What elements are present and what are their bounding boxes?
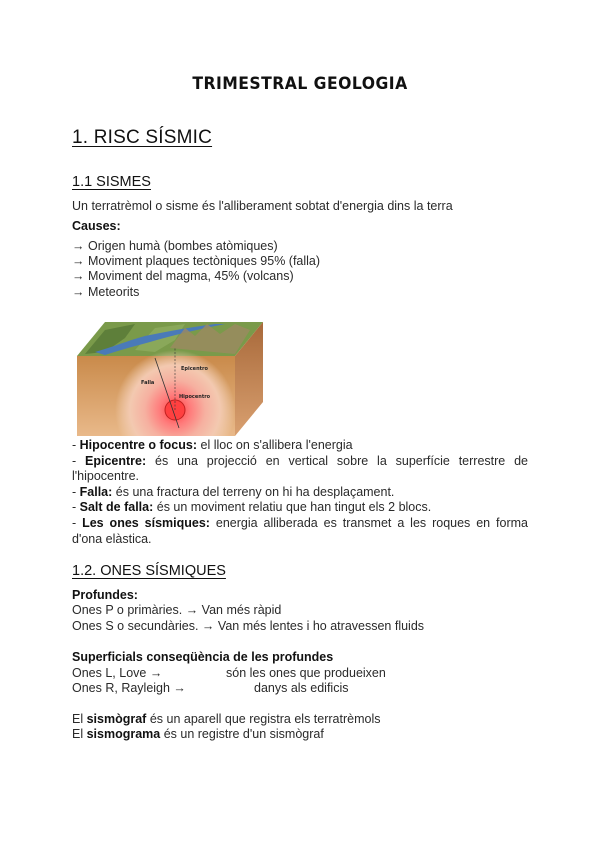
profundes-label: Profundes: — [72, 588, 138, 602]
definition-falla: - Falla: és una fractura del terreny on hi ha desplaçament. — [72, 484, 395, 499]
causes-label: Causes: — [72, 219, 121, 233]
definitions-block — [72, 438, 528, 547]
cause-item: → Meteorits — [72, 285, 140, 299]
definition-epicentre: - Epicentre: és una projecció en vertical sobre la superfície terrestre de l'hipocentre. — [72, 453, 528, 484]
profundes-item: Ones S o secundàries. → Van més lentes i ho atravessen fluids — [72, 619, 425, 633]
document-title: TRIMESTRAL GEOLOGIA — [192, 74, 408, 94]
definition-hipocentre: - Hipocentre o focus: el lloc on s'allibera l'energia — [72, 438, 353, 452]
superficials-item-right: són les ones que produeixen — [226, 666, 386, 680]
sismograf-sentence: El sismògraf és un aparell que registra els terratrèmols — [72, 712, 381, 726]
sismograma-sentence: El sismograma és un registre d'un sismògraf — [72, 727, 324, 741]
profundes-item: Ones P o primàries. → Van més ràpid — [72, 603, 282, 617]
earthquake-diagram — [75, 318, 265, 436]
cause-item: → Origen humà (bombes atòmiques) — [72, 239, 278, 253]
superficials-item-left: Ones R, Rayleigh → — [72, 681, 186, 695]
superficials-item-left: Ones L, Love → — [72, 666, 163, 680]
definition-salt-de-falla: - Salt de falla: és un moviment relatiu que han tingut els 2 blocs. — [72, 500, 432, 515]
epicentre-label: Epicentro — [181, 366, 208, 372]
superficials-label: Superficials conseqüència de les profundes — [72, 650, 334, 664]
definition-ones-sismiques: - Les ones sísmiques: energia alliberada es transmet a les roques en forma d'ona elàstica. — [72, 515, 529, 546]
cause-item: → Moviment plaques tectòniques 95% (falla) — [72, 254, 321, 268]
fault-label: Falla — [141, 380, 155, 386]
superficials-item-right: danys als edificis — [254, 681, 349, 695]
hipocentre-label: Hipocentro — [179, 394, 211, 400]
section-heading-risc-sismic: 1. RISC SÍSMIC — [72, 127, 213, 148]
intro-text: Un terratrèmol o sisme és l'alliberament sobtat d'energia dins la terra — [72, 199, 453, 213]
subsection-heading-sismes: 1.1 SISMES — [72, 174, 151, 190]
cause-item: → Moviment del magma, 45% (volcans) — [72, 269, 294, 283]
subsection-heading-ones-sismiques: 1.2. ONES SÍSMIQUES — [72, 563, 226, 579]
